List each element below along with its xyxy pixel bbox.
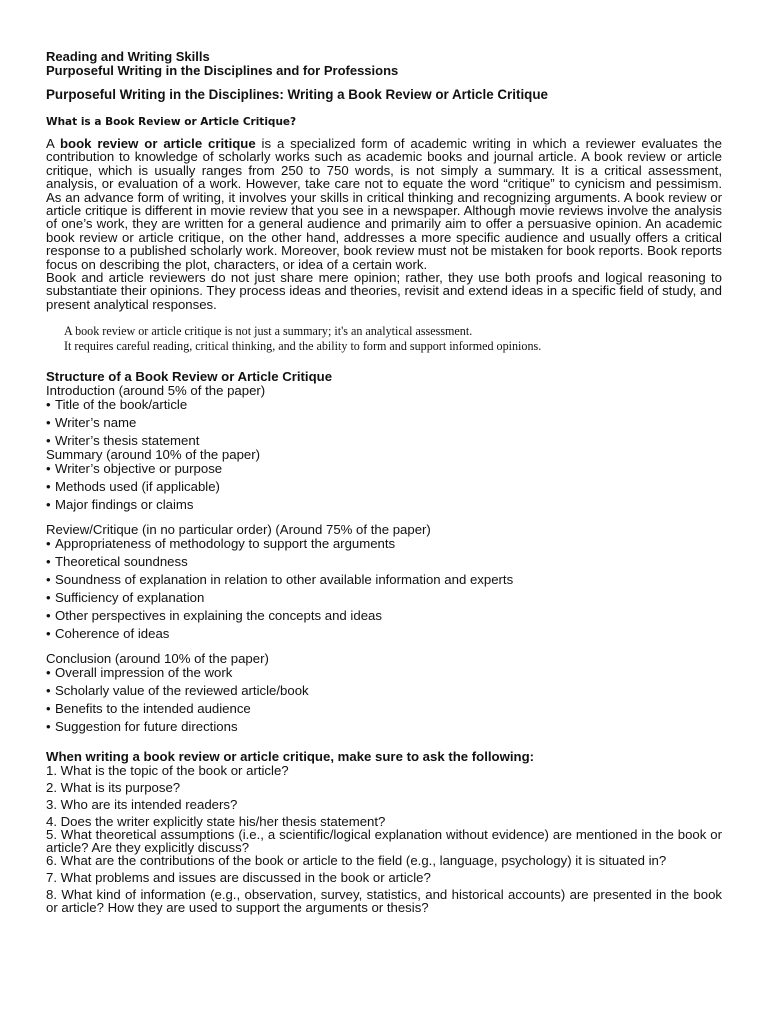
list-item: • Other perspectives in explaining the concepts and ideas bbox=[46, 608, 382, 624]
bullet-icon: • bbox=[46, 433, 51, 449]
definition-heading: What is a Book Review or Article Critique? bbox=[46, 116, 297, 128]
list-item: • Coherence of ideas bbox=[46, 626, 170, 642]
list-item: • Scholarly value of the reviewed article/book bbox=[46, 683, 309, 699]
bullet-icon: • bbox=[46, 554, 51, 570]
list-item: 3. Who are its intended readers? bbox=[46, 797, 238, 813]
bullet-icon: • bbox=[46, 701, 51, 717]
list-item: • Writer’s thesis statement bbox=[46, 433, 200, 449]
conclusion-label: Conclusion (around 10% of the paper) bbox=[46, 651, 269, 667]
conclusion-list bbox=[46, 666, 722, 734]
summary-list bbox=[46, 462, 722, 512]
bullet-icon: • bbox=[46, 461, 51, 477]
list-item: • Overall impression of the work bbox=[46, 665, 233, 681]
topic-title: Purposeful Writing in the Disciplines and for Professions bbox=[46, 63, 399, 78]
list-item: • Soundness of explanation in relation to other available information and experts bbox=[46, 572, 514, 588]
intro-lead: A bbox=[46, 136, 60, 151]
reviewers-paragraph: Book and article reviewers do not just share mere opinion; rather, they use both proofs and logical reasoning to substantiate their opinions. They process ideas and theories, revisit and extend ideas in a specific field of study, and present analytical responses. bbox=[46, 270, 722, 312]
bullet-icon: • bbox=[46, 572, 51, 588]
bullet-icon: • bbox=[46, 497, 51, 513]
list-item: • Benefits to the intended audience bbox=[46, 701, 251, 717]
bullet-icon: • bbox=[46, 590, 51, 606]
list-item: • Methods used (if applicable) bbox=[46, 479, 220, 495]
bullet-icon: • bbox=[46, 536, 51, 552]
intro-paragraph bbox=[46, 137, 722, 271]
course-title: Reading and Writing Skills bbox=[46, 49, 210, 64]
questions-list bbox=[46, 764, 722, 914]
list-item: • Theoretical soundness bbox=[46, 554, 188, 570]
introduction-label: Introduction (around 5% of the paper) bbox=[46, 383, 266, 399]
bullet-icon: • bbox=[46, 683, 51, 699]
introduction-list bbox=[46, 398, 722, 448]
list-item: • Sufficiency of explanation bbox=[46, 590, 205, 606]
intro-body: is a specialized form of academic writing in which a reviewer evaluates the contribution to knowledge of scholarly works such as academic books and journal article. A book review or article critique, which is usually ranges from 250 to 750 words, is not simply a summary. It is a critical assessment, analysis, or evaluation of a work. However, take care not to equate the word “critique” to cynicism and pessimism. As an advance form of writing, it involves your skills in critical thinking and recognizing arguments. A book review or article critique is different in movie review that you see in a newspaper. Although movie reviews involve the analysis of one’s work, they are written for a general audience and primarily aim to offer a persuasive opinion. An academic book review or article critique, on the other hand, addresses a more specific audience and usually offers a critical response to a published scholarly work. Moreover, book review must not be mistaken for book reports. Book reports focus on describing the plot, characters, or idea of a certain work. bbox=[46, 136, 723, 272]
pull-quote-line-1: A book review or article critique is not just a summary; it's an analytical assessment. bbox=[64, 324, 473, 339]
list-item: • Suggestion for future directions bbox=[46, 719, 238, 735]
list-item: 4. Does the writer explicitly state his/her thesis statement? bbox=[46, 814, 386, 830]
bullet-icon: • bbox=[46, 719, 51, 735]
review-list bbox=[46, 537, 722, 641]
list-item: 6. What are the contributions of the book or article to the field (e.g., language, psychology) it is situated in? bbox=[46, 853, 667, 869]
list-item: 7. What problems and issues are discussed in the book or article? bbox=[46, 870, 431, 886]
bullet-icon: • bbox=[46, 665, 51, 681]
bullet-icon: • bbox=[46, 415, 51, 431]
lesson-title: Purposeful Writing in the Disciplines: Writing a Book Review or Article Critique bbox=[46, 87, 548, 102]
list-item: • Title of the book/article bbox=[46, 397, 188, 413]
pull-quote-line-2: It requires careful reading, critical thinking, and the ability to form and support informed opinions. bbox=[64, 338, 542, 353]
intro-term: book review or article critique bbox=[59, 136, 256, 151]
list-item: • Writer’s objective or purpose bbox=[46, 461, 223, 477]
list-item: • Appropriateness of methodology to support the arguments bbox=[46, 536, 396, 552]
review-label: Review/Critique (in no particular order) (Around 75% of the paper) bbox=[46, 522, 431, 538]
list-item: 1. What is the topic of the book or article? bbox=[46, 763, 289, 779]
structure-heading: Structure of a Book Review or Article Critique bbox=[46, 369, 333, 385]
summary-label: Summary (around 10% of the paper) bbox=[46, 447, 261, 463]
pull-quote bbox=[64, 324, 722, 353]
bullet-icon: • bbox=[46, 397, 51, 413]
list-item: 2. What is its purpose? bbox=[46, 780, 181, 796]
list-item: 5. What theoretical assumptions (i.e., a scientific/logical explanation without evidence) are mentioned in the book or article? Are they explicitly discuss? bbox=[46, 827, 722, 856]
list-item: 8. What kind of information (e.g., observation, survey, statistics, and historical accounts) are presented in the book or article? How they are used to support the arguments or thesis? bbox=[46, 887, 722, 916]
bullet-icon: • bbox=[46, 608, 51, 624]
bullet-icon: • bbox=[46, 626, 51, 642]
list-item: • Writer’s name bbox=[46, 415, 137, 431]
list-item: • Major findings or claims bbox=[46, 497, 194, 513]
questions-heading: When writing a book review or article critique, make sure to ask the following: bbox=[46, 749, 535, 765]
bullet-icon: • bbox=[46, 479, 51, 495]
